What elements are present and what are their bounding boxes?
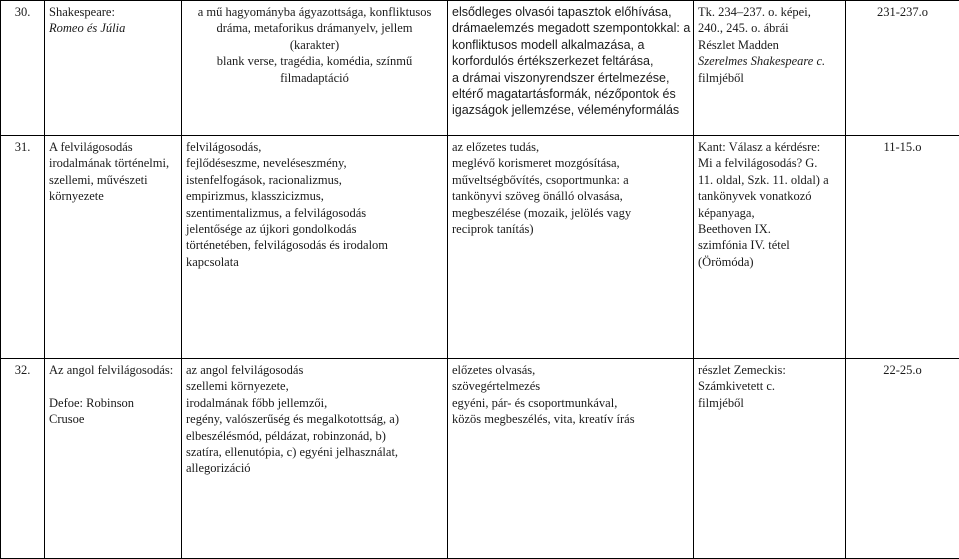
topic-cell: Shakespeare: Romeo és Júlia	[45, 1, 182, 136]
materials-cell: Tk. 234–237. o. képei, 240., 245. o. ábrái Részlet Madden Szerelmes Shakespeare c. filmjéből	[694, 1, 846, 136]
table-row	[1, 136, 959, 359]
materials-cell: részlet Zemeckis: Számkivetett c. filmjéből	[694, 359, 846, 559]
concepts-cell: a mű hagyományba ágyazottsága, konfliktusos dráma, metaforikus drámanyelv, jellem (karakter) blank verse, tragédia, komédia, színmű filmadaptáció	[182, 1, 448, 136]
lesson-number: 30.	[1, 1, 45, 136]
table-row	[1, 1, 959, 136]
activities-cell: elsődleges olvasói tapasztok előhívása, drámaelemzés megadott szempontokkal: a konfliktusos modell alkalmazása, a korfordulós értékszerkezet feltárása, a drámai viszonyrendszer értelmezése, eltérő magatartásformák, nézőpontok és igazságok jellemzése, véleményformálás	[448, 1, 694, 136]
activities-cell: előzetes olvasás, szövegértelmezés egyéni, pár- és csoportmunkával, közös megbeszélés, vita, kreatív írás	[448, 359, 694, 559]
concepts-cell: az angol felvilágosodás szellemi környezete, irodalmának főbb jellemzői, regény, valószerűség és megalkotottság, a) elbeszélésmód, példázat, robinzonád, b) szatíra, ellenutópia, c) egyéni jelhasználat, allegorizáció	[182, 359, 448, 559]
topic-cell: Az angol felvilágosodás: Defoe: Robinson Crusoe	[45, 359, 182, 559]
lesson-number: 32.	[1, 359, 45, 559]
lesson-number: 31.	[1, 136, 45, 359]
concepts-cell: felvilágosodás, fejlődéseszme, neveléseszmény, istenfelfogások, racionalizmus, empirizmus, klasszicizmus, szentimentalizmus, a felvilágosodás jelentősége az újkori gondolkodás történetében, felvilágosodás és irodalom kapcsolata	[182, 136, 448, 359]
page-range: 22-25.o	[846, 359, 959, 559]
table-row	[1, 359, 959, 559]
materials-cell: Kant: Válasz a kérdésre: Mi a felvilágosodás? G. 11. oldal, Szk. 11. oldal) a tankönyvek vonatkozó képanyaga, Beethoven IX. szimfónia IV. tétel (Örömóda)	[694, 136, 846, 359]
page-range: 231-237.o	[846, 1, 959, 136]
page-range: 11-15.o	[846, 136, 959, 359]
activities-cell: az előzetes tudás, meglévő korismeret mozgósítása, műveltségbővítés, csoportmunka: a tankönyvi szöveg önálló olvasása, megbeszélése (mozaik, jelölés vagy reciprok tanítás)	[448, 136, 694, 359]
topic-cell: A felvilágosodás irodalmának történelmi, szellemi, művészeti környezete	[45, 136, 182, 359]
